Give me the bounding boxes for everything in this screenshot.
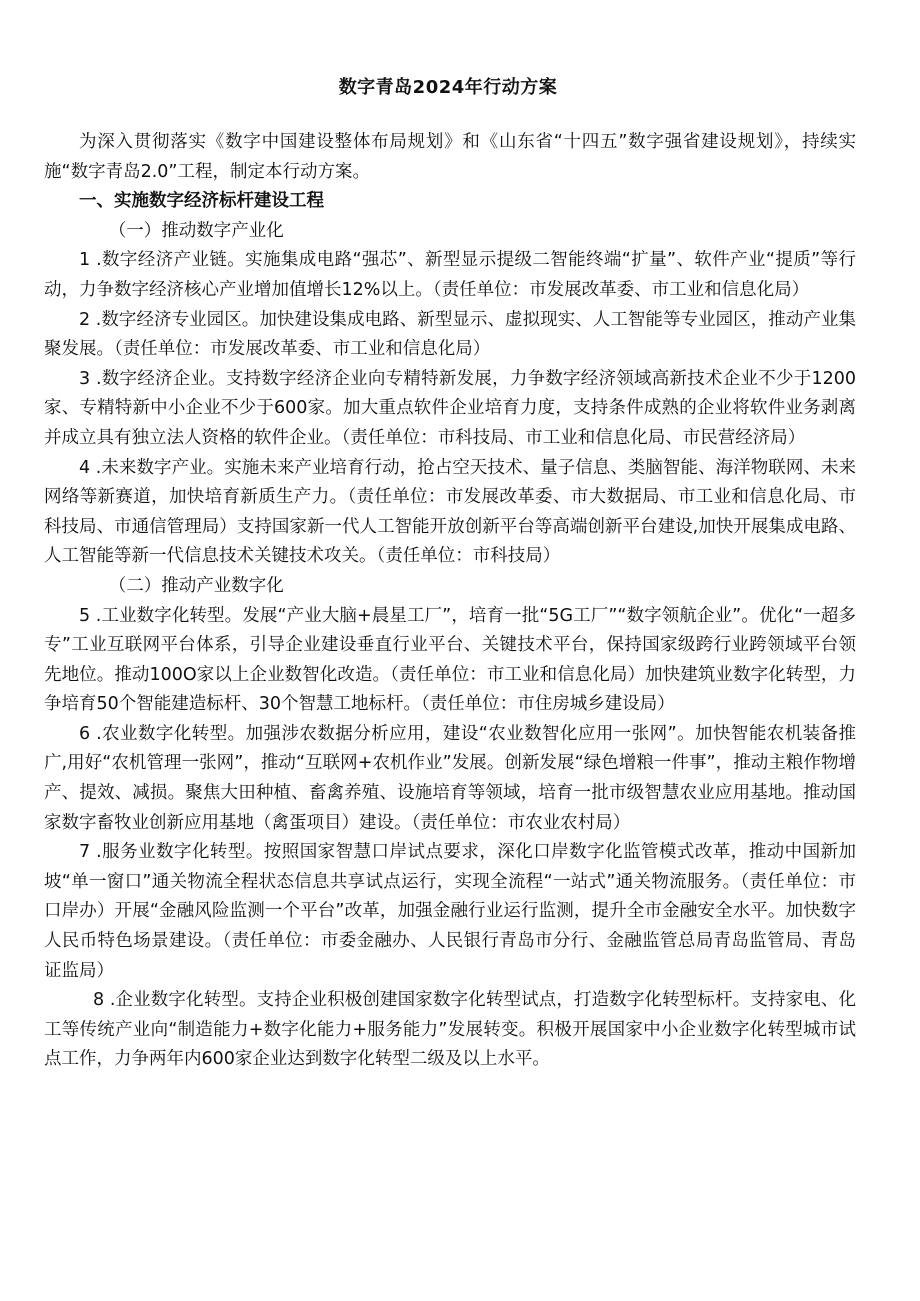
section-heading-1: 一、实施数字经济标杆建设工程 xyxy=(79,191,324,212)
subsection-heading-2: （二）推动产业数字化 xyxy=(108,575,284,596)
item-paragraph-6: 6 .农业数字化转型。加强涉农数据分析应用，建设“农业数智化应用一张网”。加快智能农机装备推广,用好“农机管理一张网”，推动“互联网+农机作业”发展。创新发展“绿色增粮一件事”，推动主粮作物增产、提效、减损。聚焦大田种植、畜禽养殖、设施培育等领域，培育一批市级智慧农业应用基地。推动国家数字畜牧业创新应用基地（禽蛋项目）建设。（责任单位：市农业农村局） xyxy=(44,723,856,833)
subsection-heading-1: （一）推动数字产业化 xyxy=(108,220,284,241)
item-paragraph-4: 4 .未来数字产业。实施未来产业培育行动，抢占空天技术、量子信息、类脑智能、海洋物联网、未来网络等新赛道，加快培育新质生产力。（责任单位：市发展改革委、市大数据局、市工业和信息化局、市科技局、市通信管理局）支持国家新一代人工智能开放创新平台等高端创新平台建设,加快开展集成电路、人工智能等新一代信息技术关键技术攻关。（责任单位：市科技局） xyxy=(44,457,856,567)
item-paragraph-2: 2 .数字经济专业园区。加快建设集成电路、新型显示、虚拟现实、人工智能等专业园区，推动产业集聚发展。（责任单位：市发展改革委、市工业和信息化局） xyxy=(44,309,856,360)
document-body xyxy=(44,128,856,1075)
item-paragraph-3: 3 .数字经济企业。支持数字经济企业向专精特新发展，力争数字经济领域高新技术企业不少于1200家、专精特新中小企业不少于600家。加大重点软件企业培育力度，支持条件成熟的企业将软件业务剥离并成立具有独立法人资格的软件企业。（责任单位：市科技局、市工业和信息化局、市民营经济局） xyxy=(44,368,856,448)
item-paragraph-8: 8 .企业数字化转型。支持企业积极创建国家数字化转型试点，打造数字化转型标杆。支持家电、化工等传统产业向“制造能力+数字化能力+服务能力”发展转变。积极开展国家中小企业数字化转型城市试点工作，力争两年内600家企业达到数字化转型二级及以上水平。 xyxy=(44,990,856,1070)
intro-paragraph: 为深入贯彻落实《数字中国建设整体布局规划》和《山东省“十四五”数字强省建设规划》，持续实施“数字青岛2.0”工程，制定本行动方案。 xyxy=(44,132,856,182)
item-paragraph-1: 1 .数字经济产业链。实施集成电路“强芯”、新型显示提级二智能终端“扩量”、软件产业“提质”等行动，力争数字经济核心产业增加值增长12%以上。（责任单位：市发展改革委、市工业和信息化局） xyxy=(44,250,856,300)
item-paragraph-5: 5 .工业数字化转型。发展“产业大脑+晨星工厂”，培育一批“5G工厂”“数字领航企业”。优化“一超多专”工业互联网平台体系，引导企业建设垂直行业平台、关键技术平台，保持国家级跨行业跨领域平台领先地位。推动100O家以上企业数智化改造。（责任单位：市工业和信息化局）加快建筑业数字化转型，力争培育50个智能建造标杆、30个智慧工地标杆。（责任单位：市住房城乡建设局） xyxy=(44,605,856,715)
document-title: 数字青岛2024年行动方案 xyxy=(338,77,558,98)
item-paragraph-7: 7 .服务业数字化转型。按照国家智慧口岸试点要求，深化口岸数字化监管模式改革，推动中国新加坡“单一窗口”通关物流全程状态信息共享试点运行，实现全流程“一站式”通关物流服务。（责任单位：市口岸办）开展“金融风险监测一个平台”改革，加强金融行业运行监测，提升全市金融安全水平。加快数字人民币特色场景建设。（责任单位：市委金融办、人民银行青岛市分行、金融监管总局青岛监管局、青岛证监局） xyxy=(44,842,856,981)
